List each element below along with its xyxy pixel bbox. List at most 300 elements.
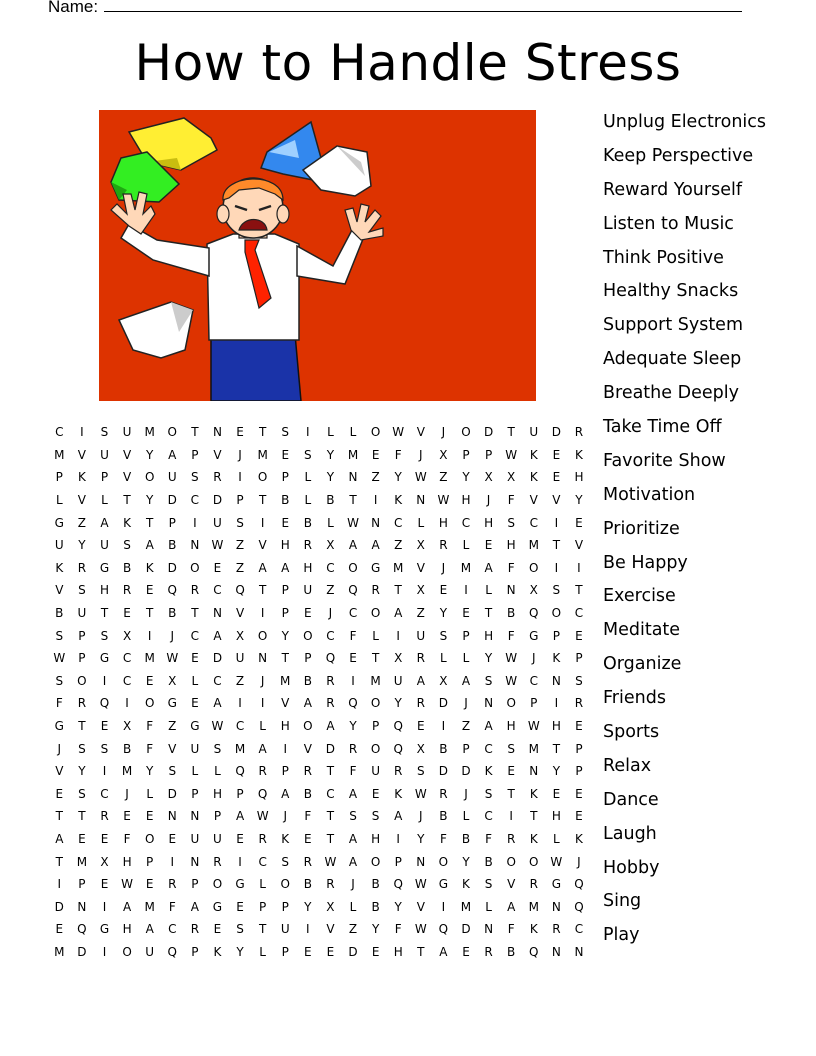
grid-letter[interactable]: V (529, 493, 538, 508)
name-underline[interactable] (104, 0, 742, 12)
grid-letter[interactable]: F (394, 922, 402, 937)
grid-letter[interactable]: S (507, 515, 515, 530)
grid-letter[interactable]: P (281, 583, 289, 598)
grid-letter[interactable]: O (257, 470, 268, 485)
grid-letter[interactable]: L (327, 515, 334, 530)
grid-letter[interactable]: W (53, 651, 66, 666)
grid-letter[interactable]: R (416, 696, 425, 711)
grid-letter[interactable]: T (78, 809, 86, 824)
grid-letter[interactable]: M (121, 764, 133, 779)
grid-letter[interactable]: E (281, 447, 290, 462)
grid-letter[interactable]: U (167, 470, 177, 485)
grid-letter[interactable]: K (575, 831, 583, 846)
grid-letter[interactable]: H (506, 719, 516, 734)
grid-letter[interactable]: A (281, 786, 290, 801)
grid-letter[interactable]: G (438, 877, 449, 892)
grid-letter[interactable]: T (78, 719, 86, 734)
grid-letter[interactable]: R (190, 922, 200, 937)
grid-letter[interactable]: Q (167, 583, 177, 598)
grid-letter[interactable]: R (439, 786, 448, 801)
grid-letter[interactable]: B (55, 606, 64, 621)
grid-letter[interactable]: L (327, 425, 334, 440)
grid-letter[interactable]: R (258, 764, 267, 779)
grid-letter[interactable]: V (552, 493, 561, 508)
grid-letter[interactable]: J (419, 447, 423, 462)
grid-letter[interactable]: S (371, 809, 380, 824)
grid-letter[interactable]: W (211, 538, 224, 553)
grid-letter[interactable]: Y (417, 831, 425, 846)
grid-letter[interactable]: L (191, 764, 199, 779)
grid-letter[interactable]: U (393, 673, 403, 688)
grid-letter[interactable]: H (506, 538, 516, 553)
grid-letter[interactable]: A (348, 538, 358, 553)
grid-letter[interactable]: Q (529, 944, 539, 959)
grid-letter[interactable]: G (99, 922, 110, 937)
grid-letter[interactable]: X (235, 628, 245, 643)
grid-letter[interactable]: S (484, 877, 493, 892)
grid-letter[interactable]: P (191, 786, 199, 801)
grid-letter[interactable]: V (77, 493, 86, 508)
grid-letter[interactable]: C (100, 786, 109, 801)
grid-letter[interactable]: V (416, 425, 425, 440)
grid-letter[interactable]: L (349, 425, 357, 440)
grid-letter[interactable]: Q (167, 944, 177, 959)
grid-letter[interactable]: W (392, 425, 405, 440)
grid-letter[interactable]: C (190, 493, 200, 508)
grid-letter[interactable]: G (54, 515, 64, 530)
grid-letter[interactable]: R (303, 764, 312, 779)
grid-letter[interactable]: C (213, 583, 222, 598)
grid-letter[interactable]: I (509, 809, 513, 824)
grid-letter[interactable]: F (507, 628, 515, 643)
grid-letter[interactable]: S (78, 583, 86, 598)
grid-letter[interactable]: F (123, 831, 131, 846)
grid-letter[interactable]: E (326, 944, 335, 959)
grid-letter[interactable]: T (191, 425, 199, 440)
grid-letter[interactable]: R (552, 922, 561, 937)
grid-letter[interactable]: J (441, 425, 446, 440)
grid-letter[interactable]: A (326, 719, 335, 734)
grid-letter[interactable]: V (507, 877, 516, 892)
grid-letter[interactable]: I (554, 696, 559, 711)
grid-letter[interactable]: W (550, 854, 563, 869)
grid-letter[interactable]: H (484, 515, 494, 530)
grid-letter[interactable]: V (303, 741, 312, 756)
grid-letter[interactable]: C (348, 606, 358, 621)
grid-letter[interactable]: E (55, 922, 64, 937)
grid-letter[interactable]: T (484, 606, 493, 621)
grid-letter[interactable]: K (529, 922, 538, 937)
grid-letter[interactable]: M (234, 741, 246, 756)
grid-letter[interactable]: R (326, 877, 335, 892)
grid-letter[interactable]: X (507, 470, 516, 485)
grid-letter[interactable]: C (574, 922, 584, 937)
grid-letter[interactable]: O (438, 854, 449, 869)
grid-letter[interactable]: H (122, 922, 132, 937)
grid-letter[interactable]: T (326, 831, 335, 846)
grid-letter[interactable]: N (77, 899, 87, 914)
grid-letter[interactable]: M (144, 899, 155, 914)
grid-letter[interactable]: E (281, 515, 290, 530)
grid-letter[interactable]: P (462, 628, 470, 643)
grid-letter[interactable]: E (100, 831, 109, 846)
grid-letter[interactable]: H (99, 583, 109, 598)
grid-letter[interactable]: A (484, 719, 493, 734)
grid-letter[interactable]: G (190, 719, 200, 734)
grid-letter[interactable]: R (326, 673, 335, 688)
grid-letter[interactable]: E (371, 447, 380, 462)
grid-letter[interactable]: H (574, 470, 584, 485)
grid-letter[interactable]: O (506, 854, 516, 869)
grid-letter[interactable]: O (190, 560, 200, 575)
grid-letter[interactable]: W (211, 719, 224, 734)
grid-letter[interactable]: A (439, 944, 448, 959)
grid-letter[interactable]: I (238, 854, 242, 869)
grid-letter[interactable]: A (348, 854, 358, 869)
grid-letter[interactable]: Y (146, 764, 154, 779)
grid-letter[interactable]: X (394, 651, 403, 666)
grid-letter[interactable]: S (349, 809, 357, 824)
grid-letter[interactable]: D (167, 493, 177, 508)
grid-letter[interactable]: M (460, 560, 472, 575)
grid-letter[interactable]: G (99, 651, 110, 666)
grid-letter[interactable]: Y (484, 651, 493, 666)
grid-letter[interactable]: T (55, 809, 63, 824)
grid-letter[interactable]: S (439, 628, 448, 643)
grid-letter[interactable]: S (123, 538, 131, 553)
grid-letter[interactable]: Z (235, 538, 245, 553)
grid-letter[interactable]: Q (348, 696, 358, 711)
grid-letter[interactable]: P (168, 515, 176, 530)
grid-letter[interactable]: A (416, 673, 425, 688)
grid-letter[interactable]: G (167, 696, 177, 711)
grid-letter[interactable]: S (575, 673, 583, 688)
grid-letter[interactable]: C (122, 651, 132, 666)
grid-letter[interactable]: I (238, 696, 242, 711)
grid-letter[interactable]: A (258, 741, 267, 756)
grid-letter[interactable]: C (529, 515, 538, 530)
grid-letter[interactable]: F (304, 809, 312, 824)
grid-letter[interactable]: J (57, 741, 62, 756)
grid-letter[interactable]: P (281, 470, 289, 485)
grid-letter[interactable]: U (416, 628, 426, 643)
grid-letter[interactable]: E (552, 470, 561, 485)
grid-letter[interactable]: M (76, 854, 88, 869)
grid-letter[interactable]: S (191, 470, 199, 485)
grid-letter[interactable]: E (575, 628, 583, 643)
grid-letter[interactable]: T (258, 583, 267, 598)
grid-letter[interactable]: U (280, 922, 290, 937)
grid-letter[interactable]: O (303, 719, 313, 734)
grid-letter[interactable]: B (371, 899, 380, 914)
grid-letter[interactable]: N (529, 764, 539, 779)
grid-letter[interactable]: B (168, 606, 177, 621)
grid-letter[interactable]: A (168, 447, 177, 462)
grid-letter[interactable]: O (280, 877, 290, 892)
grid-letter[interactable]: M (460, 899, 472, 914)
grid-letter[interactable]: A (507, 899, 516, 914)
grid-letter[interactable]: V (55, 764, 64, 779)
grid-letter[interactable]: N (348, 470, 358, 485)
grid-letter[interactable]: A (213, 696, 222, 711)
grid-letter[interactable]: A (145, 922, 154, 937)
grid-letter[interactable]: O (212, 877, 223, 892)
grid-letter[interactable]: E (484, 538, 493, 553)
grid-letter[interactable]: X (439, 673, 448, 688)
grid-letter[interactable]: X (326, 538, 335, 553)
grid-letter[interactable]: D (167, 786, 177, 801)
grid-letter[interactable]: I (396, 628, 400, 643)
grid-letter[interactable]: P (213, 809, 222, 824)
grid-letter[interactable]: W (437, 493, 450, 508)
grid-letter[interactable]: G (551, 877, 562, 892)
grid-letter[interactable]: H (303, 560, 313, 575)
grid-letter[interactable]: T (326, 764, 335, 779)
grid-letter[interactable]: T (258, 493, 267, 508)
grid-letter[interactable]: W (505, 447, 518, 462)
grid-letter[interactable]: T (371, 651, 380, 666)
grid-letter[interactable]: E (304, 606, 312, 621)
grid-letter[interactable]: O (167, 425, 177, 440)
grid-letter[interactable]: T (507, 425, 515, 440)
grid-letter[interactable]: U (190, 741, 200, 756)
grid-letter[interactable]: P (394, 854, 402, 869)
grid-letter[interactable]: E (236, 899, 244, 914)
grid-letter[interactable]: A (303, 696, 312, 711)
grid-letter[interactable]: T (394, 583, 402, 598)
grid-letter[interactable]: Q (393, 719, 403, 734)
grid-letter[interactable]: Z (235, 560, 245, 575)
grid-letter[interactable]: O (370, 741, 381, 756)
grid-letter[interactable]: T (326, 809, 335, 824)
grid-letter[interactable]: S (78, 786, 86, 801)
grid-letter[interactable]: Y (304, 899, 312, 914)
grid-letter[interactable]: B (326, 493, 335, 508)
grid-letter[interactable]: S (55, 673, 64, 688)
grid-letter[interactable]: H (484, 628, 494, 643)
grid-letter[interactable]: A (281, 560, 290, 575)
grid-letter[interactable]: R (416, 651, 425, 666)
grid-letter[interactable]: S (100, 425, 109, 440)
grid-letter[interactable]: E (123, 809, 131, 824)
grid-letter[interactable]: F (507, 560, 515, 575)
grid-letter[interactable]: C (55, 425, 64, 440)
grid-letter[interactable]: O (461, 425, 471, 440)
grid-letter[interactable]: V (235, 606, 245, 621)
grid-letter[interactable]: I (441, 899, 446, 914)
grid-letter[interactable]: R (190, 583, 200, 598)
grid-letter[interactable]: E (507, 764, 515, 779)
grid-letter[interactable]: E (552, 447, 561, 462)
grid-letter[interactable]: K (281, 831, 290, 846)
grid-letter[interactable]: H (551, 809, 561, 824)
grid-letter[interactable]: I (260, 515, 265, 530)
grid-letter[interactable]: O (529, 854, 539, 869)
grid-letter[interactable]: E (191, 651, 199, 666)
grid-letter[interactable]: O (77, 673, 87, 688)
grid-letter[interactable]: B (122, 741, 132, 756)
grid-letter[interactable]: K (145, 560, 154, 575)
grid-letter[interactable]: L (462, 538, 470, 553)
grid-letter[interactable]: L (440, 651, 447, 666)
grid-letter[interactable]: S (213, 741, 222, 756)
grid-letter[interactable]: W (414, 470, 427, 485)
grid-letter[interactable]: N (212, 425, 222, 440)
grid-letter[interactable]: E (168, 831, 177, 846)
grid-letter[interactable]: M (528, 899, 539, 914)
grid-letter[interactable]: B (303, 786, 312, 801)
grid-letter[interactable]: H (461, 493, 471, 508)
grid-letter[interactable]: I (306, 425, 310, 440)
grid-letter[interactable]: V (574, 538, 584, 553)
grid-letter[interactable]: E (304, 831, 312, 846)
grid-letter[interactable]: Y (78, 764, 86, 779)
grid-letter[interactable]: K (213, 944, 222, 959)
grid-letter[interactable]: R (77, 696, 87, 711)
grid-letter[interactable]: K (529, 786, 538, 801)
grid-letter[interactable]: P (236, 786, 244, 801)
grid-letter[interactable]: J (125, 786, 129, 801)
grid-letter[interactable]: T (191, 606, 199, 621)
grid-letter[interactable]: M (370, 673, 381, 688)
grid-letter[interactable]: C (394, 515, 403, 530)
grid-letter[interactable]: X (529, 583, 538, 598)
grid-letter[interactable]: P (552, 628, 560, 643)
grid-letter[interactable]: N (551, 673, 561, 688)
grid-letter[interactable]: A (348, 786, 358, 801)
grid-letter[interactable]: J (531, 651, 536, 666)
grid-letter[interactable]: E (145, 877, 154, 892)
grid-letter[interactable]: B (303, 673, 312, 688)
grid-letter[interactable]: P (462, 447, 470, 462)
grid-letter[interactable]: Y (326, 470, 335, 485)
grid-letter[interactable]: Q (574, 899, 584, 914)
grid-letter[interactable]: V (416, 560, 425, 575)
grid-letter[interactable]: W (347, 515, 359, 530)
grid-letter[interactable]: X (416, 583, 425, 598)
grid-letter[interactable]: T (530, 809, 538, 824)
grid-letter[interactable]: R (371, 583, 380, 598)
grid-letter[interactable]: U (371, 764, 380, 779)
grid-letter[interactable]: L (553, 831, 560, 846)
grid-letter[interactable]: P (462, 741, 470, 756)
grid-letter[interactable]: R (303, 538, 312, 553)
grid-letter[interactable]: K (529, 470, 538, 485)
grid-letter[interactable]: E (439, 583, 448, 598)
grid-letter[interactable]: L (462, 651, 470, 666)
grid-letter[interactable]: Y (394, 470, 402, 485)
grid-letter[interactable]: U (100, 447, 109, 462)
grid-letter[interactable]: T (552, 741, 561, 756)
grid-letter[interactable]: R (168, 877, 177, 892)
grid-letter[interactable]: W (324, 854, 337, 869)
grid-letter[interactable]: I (554, 560, 559, 575)
grid-letter[interactable]: Y (552, 764, 561, 779)
grid-letter[interactable]: S (281, 425, 290, 440)
grid-letter[interactable]: N (371, 515, 381, 530)
grid-letter[interactable]: Y (394, 696, 402, 711)
grid-letter[interactable]: T (281, 651, 289, 666)
grid-letter[interactable]: G (370, 560, 381, 575)
grid-letter[interactable]: Z (77, 515, 86, 530)
grid-letter[interactable]: E (575, 719, 583, 734)
grid-letter[interactable]: X (416, 741, 425, 756)
grid-letter[interactable]: G (529, 628, 539, 643)
grid-letter[interactable]: Y (281, 628, 289, 643)
grid-letter[interactable]: J (283, 809, 287, 824)
grid-letter[interactable]: A (235, 809, 245, 824)
grid-letter[interactable]: I (283, 741, 287, 756)
grid-letter[interactable]: R (213, 854, 222, 869)
grid-letter[interactable]: K (394, 786, 403, 801)
grid-letter[interactable]: M (144, 425, 155, 440)
grid-letter[interactable]: J (351, 877, 355, 892)
grid-letter[interactable]: U (145, 944, 155, 959)
grid-letter[interactable]: U (213, 831, 222, 846)
grid-letter[interactable]: U (54, 538, 64, 553)
grid-letter[interactable]: J (238, 447, 242, 462)
grid-letter[interactable]: J (464, 696, 468, 711)
grid-letter[interactable]: A (394, 606, 403, 621)
grid-letter[interactable]: P (281, 944, 289, 959)
grid-letter[interactable]: M (144, 651, 155, 666)
grid-letter[interactable]: B (484, 854, 493, 869)
grid-letter[interactable]: E (462, 606, 470, 621)
grid-letter[interactable]: U (303, 583, 313, 598)
grid-letter[interactable]: I (260, 606, 265, 621)
grid-letter[interactable]: L (259, 719, 266, 734)
grid-letter[interactable]: T (552, 538, 561, 553)
grid-letter[interactable]: U (100, 538, 109, 553)
grid-letter[interactable]: T (258, 922, 267, 937)
grid-letter[interactable]: D (461, 764, 471, 779)
grid-letter[interactable]: A (371, 538, 380, 553)
grid-letter[interactable]: C (168, 922, 177, 937)
grid-letter[interactable]: S (100, 628, 109, 643)
grid-letter[interactable]: Z (439, 470, 448, 485)
grid-letter[interactable]: P (530, 696, 538, 711)
grid-letter[interactable]: I (238, 470, 242, 485)
grid-letter[interactable]: P (259, 899, 267, 914)
grid-letter[interactable]: L (485, 583, 492, 598)
grid-letter[interactable]: D (551, 425, 561, 440)
grid-letter[interactable]: F (349, 628, 357, 643)
grid-letter[interactable]: Y (394, 899, 402, 914)
grid-letter[interactable]: P (100, 470, 109, 485)
grid-letter[interactable]: S (304, 447, 312, 462)
grid-letter[interactable]: X (416, 538, 425, 553)
grid-letter[interactable]: S (100, 741, 109, 756)
grid-letter[interactable]: N (551, 899, 561, 914)
grid-letter[interactable]: X (122, 719, 132, 734)
grid-letter[interactable]: N (167, 809, 177, 824)
grid-letter[interactable]: K (529, 447, 538, 462)
grid-letter[interactable]: K (529, 831, 538, 846)
grid-letter[interactable]: X (100, 854, 109, 869)
grid-letter[interactable]: N (484, 922, 494, 937)
grid-letter[interactable]: S (552, 583, 561, 598)
grid-letter[interactable]: I (102, 899, 107, 914)
grid-letter[interactable]: I (80, 425, 84, 440)
grid-letter[interactable]: C (484, 809, 493, 824)
grid-letter[interactable]: D (212, 651, 223, 666)
grid-letter[interactable]: Z (461, 719, 471, 734)
grid-letter[interactable]: D (167, 560, 177, 575)
grid-letter[interactable]: V (55, 583, 64, 598)
grid-letter[interactable]: P (304, 651, 312, 666)
grid-letter[interactable]: F (394, 447, 402, 462)
grid-letter[interactable]: A (258, 560, 267, 575)
